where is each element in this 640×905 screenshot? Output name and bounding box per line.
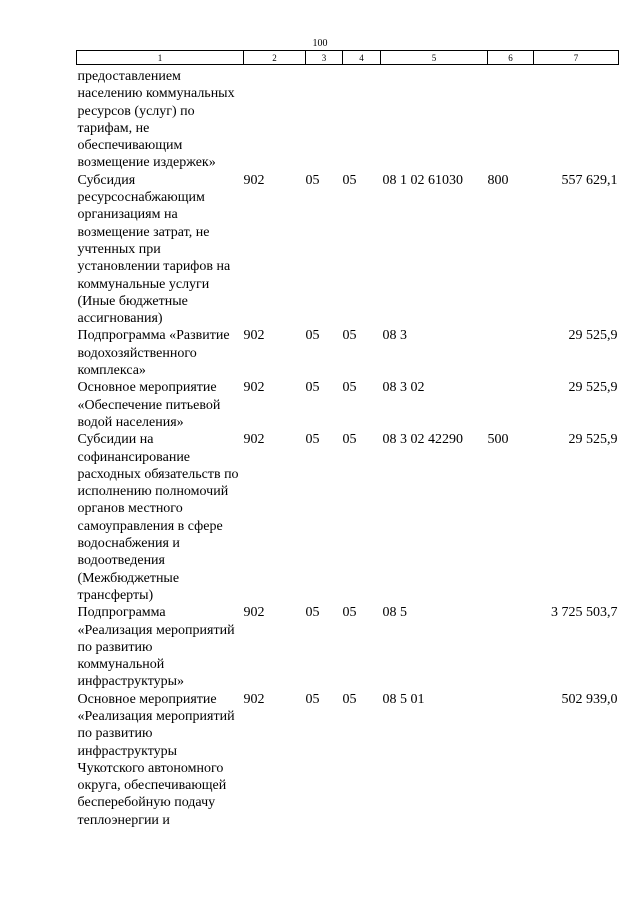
admin-code: 902 bbox=[243, 172, 265, 188]
subsection-code: 05 bbox=[342, 328, 357, 344]
table-row bbox=[77, 431, 619, 604]
column-number-header: 7 bbox=[534, 51, 619, 65]
target-code: 08 3 02 42290 bbox=[382, 432, 463, 448]
section-code: 05 bbox=[305, 328, 320, 344]
admin-code: 902 bbox=[243, 605, 265, 621]
subsection-code: 05 bbox=[342, 380, 357, 396]
column-number-header: 2 bbox=[244, 51, 306, 65]
amount: 29 525,9 bbox=[568, 432, 618, 448]
section-code: 05 bbox=[305, 380, 320, 396]
target-code: 08 5 01 bbox=[382, 691, 425, 707]
section-code: 05 bbox=[305, 432, 320, 448]
column-number-header: 6 bbox=[488, 51, 534, 65]
column-number-header: 3 bbox=[306, 51, 343, 65]
table-row bbox=[77, 379, 619, 431]
subsection-code: 05 bbox=[342, 172, 357, 188]
expense-type-code: 800 bbox=[487, 172, 509, 188]
amount: 502 939,0 bbox=[561, 691, 618, 707]
admin-code: 902 bbox=[243, 380, 265, 396]
target-code: 08 3 bbox=[382, 328, 407, 344]
expense-type-code: 500 bbox=[487, 432, 509, 448]
item-name: Подпрограмма «Развитие водохозяйственного комплекса» bbox=[77, 328, 230, 379]
item-name: предоставлением населению коммунальных ресурсов (услуг) по тарифам, не обеспечивающим возмещение издержек» bbox=[77, 69, 235, 171]
table-row bbox=[77, 172, 619, 328]
target-code: 08 1 02 61030 bbox=[382, 172, 463, 188]
subsection-code: 05 bbox=[342, 432, 357, 448]
column-number-row bbox=[77, 51, 619, 65]
page-number: 100 bbox=[312, 38, 328, 49]
table-row bbox=[77, 691, 619, 829]
item-name: Субсидии на софинансирование расходных обязательств по исполнению полномочий органов местного самоуправления в сфере водоснабжения и водоотведения (Межбюджетные трансферты) bbox=[77, 432, 239, 603]
table-row bbox=[77, 65, 619, 172]
column-number-header: 1 bbox=[77, 51, 244, 65]
amount: 557 629,1 bbox=[561, 172, 618, 188]
target-code: 08 5 bbox=[382, 605, 407, 621]
amount: 3 725 503,7 bbox=[551, 605, 618, 621]
item-name: Основное мероприятие «Реализация мероприятий по развитию инфраструктуры Чукотского автономного округа, обеспечивающей бесперебойную подачу теплоэнергии и bbox=[77, 691, 235, 828]
table-row bbox=[77, 604, 619, 690]
admin-code: 902 bbox=[243, 432, 265, 448]
expense-type-code bbox=[488, 604, 534, 690]
table-row bbox=[77, 327, 619, 379]
target-code: 08 3 02 bbox=[382, 380, 425, 396]
section-code: 05 bbox=[305, 172, 320, 188]
admin-code: 902 bbox=[243, 328, 265, 344]
expense-type-code bbox=[488, 327, 534, 379]
column-number-header: 5 bbox=[381, 51, 488, 65]
item-name: Основное мероприятие «Обеспечение питьевой водой населения» bbox=[77, 380, 221, 430]
column-number-header: 4 bbox=[343, 51, 381, 65]
section-code: 05 bbox=[305, 691, 320, 707]
section-code bbox=[306, 65, 343, 172]
section-code: 05 bbox=[305, 605, 320, 621]
amount: 29 525,9 bbox=[568, 328, 618, 344]
admin-code: 902 bbox=[243, 691, 265, 707]
subsection-code bbox=[343, 65, 381, 172]
expense-type-code bbox=[488, 379, 534, 431]
target-code bbox=[381, 65, 488, 172]
amount: 29 525,9 bbox=[568, 380, 618, 396]
admin-code bbox=[244, 65, 306, 172]
subsection-code: 05 bbox=[342, 691, 357, 707]
budget-table bbox=[76, 50, 619, 829]
item-name: Субсидия ресурсоснабжающим организациям на возмещение затрат, не учтенных при установлении тарифов на коммунальные услуги (Иные бюджетные ассигнования) bbox=[77, 172, 231, 327]
amount bbox=[534, 65, 619, 172]
expense-type-code bbox=[488, 65, 534, 172]
subsection-code: 05 bbox=[342, 605, 357, 621]
expense-type-code bbox=[488, 691, 534, 829]
item-name: Подпрограмма «Реализация мероприятий по развитию коммунальной инфраструктуры» bbox=[77, 605, 235, 690]
